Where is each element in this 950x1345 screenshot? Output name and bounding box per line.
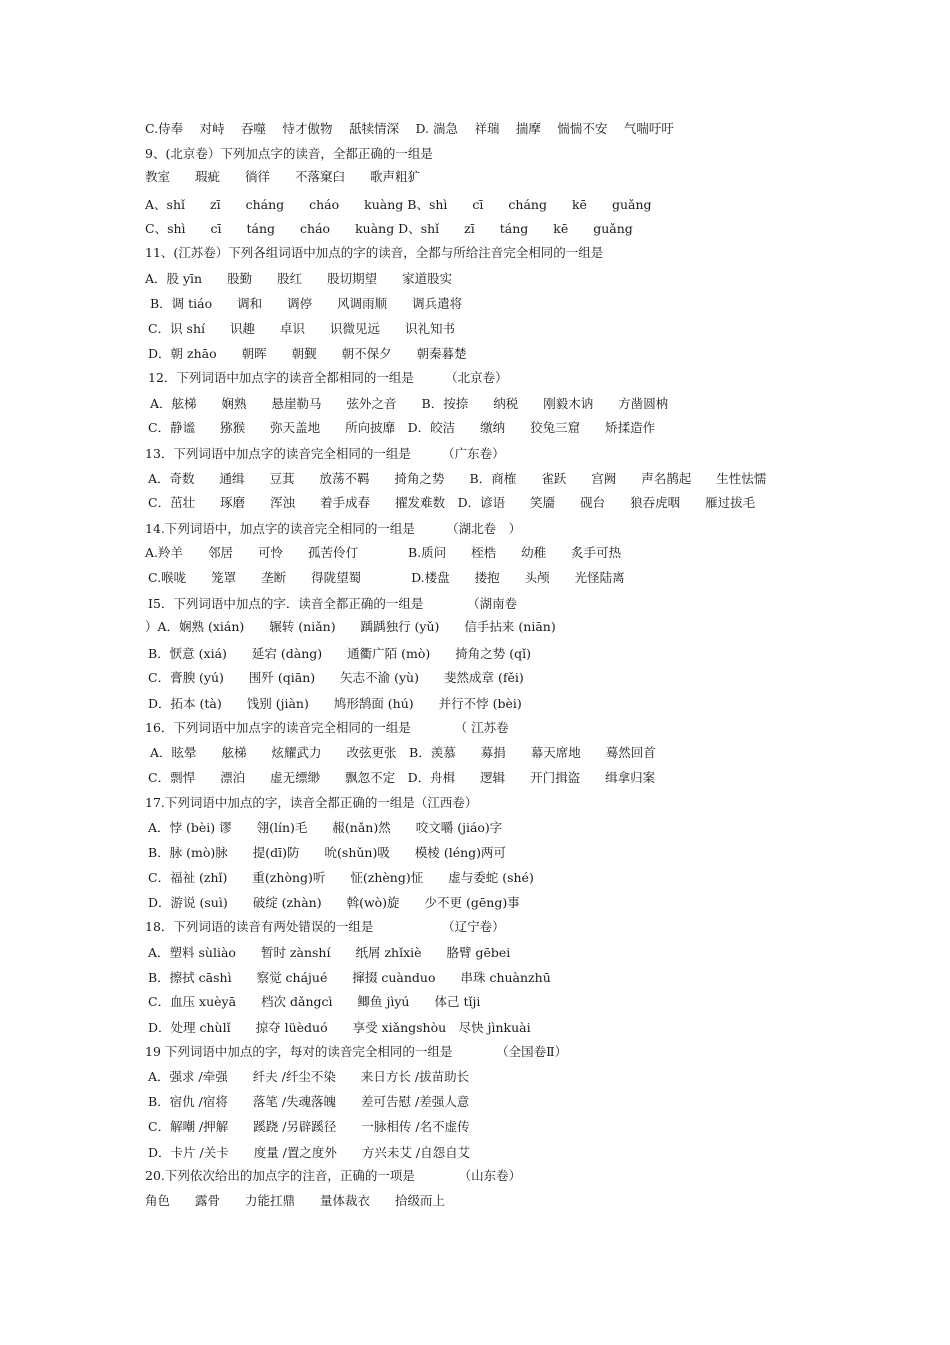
text-line: 20.下列依次给出的加点字的注音，正确的一项是 （山东卷） <box>145 1168 522 1183</box>
text-line: D．处理 chùlǐ 掠夺 lüèduó 享受 xiǎngshòu 尽快 jìnkuài <box>148 1020 531 1035</box>
text-line: C．茁壮 琢磨 浑浊 着手成春 擢发难数 D．谚语 笑靥 砚台 狼吞虎咽 雁过拔毛 <box>148 495 756 510</box>
text-line: B．调 tiáo 调和 调停 风调雨顺 调兵遣将 <box>150 296 463 311</box>
text-line: A．舷梯 娴熟 悬崖勒马 弦外之音 B．按捺 纳税 刚毅木讷 方凿圆枘 <box>150 396 669 411</box>
text-line: 14.下列词语中，加点字的读音完全相同的一组是 （湖北卷 ） <box>145 521 522 536</box>
text-line: C．识 shí 识趣 卓识 识微见远 识礼知书 <box>148 321 456 336</box>
text-line: 13．下列词语中加点字的读音完全相同的一组是 （广东卷） <box>145 446 505 461</box>
text-line: C．膏腴 (yú) 围歼 (qiān) 矢志不渝 (yù) 斐然成章 (fěi) <box>148 670 524 685</box>
text-line: 18．下列词语的读音有两处错误的一组是 （辽宁卷） <box>145 919 505 934</box>
text-line: B．脉 (mò)脉 提(dī)防 吮(shǔn)吸 模棱 (léng)两可 <box>148 845 507 860</box>
text-line: C.喉咙 笼罩 垄断 得陇望蜀 D.楼盘 搂抱 头颅 光怪陆离 <box>148 570 625 585</box>
text-line: A．塑料 sùliào 暂时 zànshí 纸屑 zhǐxiè 胳臂 gēbei <box>148 945 511 960</box>
text-line: C．血压 xuèyā 档次 dǎngcì 鲫鱼 jìyú 体己 tǐji <box>148 994 481 1009</box>
text-line: A.羚羊 邻居 可怜 孤苦伶仃 B.质问 桎梏 幼稚 炙手可热 <box>145 545 622 560</box>
text-line: D．拓本 (tà) 饯别 (jiàn) 鸠形鹄面 (hú) 并行不悖 (bèi) <box>148 696 522 711</box>
text-line: 11、(江苏卷）下列各组词语中加点的字的读音，全都与所给注音完全相同的一组是 <box>145 245 604 260</box>
text-line: 16．下列词语中加点字的读音完全相同的一组是 （ 江苏卷 <box>145 720 509 735</box>
text-line: 角色 露骨 力能扛鼎 量体裁衣 拾级而上 <box>145 1193 446 1208</box>
text-line: D．朝 zhāo 朝晖 朝觐 朝不保夕 朝秦暮楚 <box>148 346 467 361</box>
text-line: C.侍奉 对峙 吞噬 恃才傲物 舐犊情深 D. 湍急 祥瑞 揣摩 惴惴不安 气喘吁吁 <box>145 121 674 136</box>
text-line: 9、(北京卷）下列加点字的读音，全都正确的一组是 <box>145 146 433 161</box>
text-line: 教室 瑕疵 徜徉 不落窠臼 歌声粗犷 <box>145 169 421 184</box>
text-line: 12．下列词语中加点字的读音全都相同的一组是 （北京卷） <box>148 370 508 385</box>
text-line: B．擦拭 cāshì 察觉 chájué 撺掇 cuànduo 串珠 chuànzhū <box>148 970 551 985</box>
text-line: A、shǐ zī cháng cháo kuàng B、shì cī cháng kē guǎng <box>145 197 652 212</box>
text-line: D．游说 (suì) 破绽 (zhàn) 斡(wò)旋 少不更 (gēng)事 <box>148 895 520 910</box>
text-line: 19 下列词语中加点的字，每对的读音完全相同的一组是 （全国卷Ⅱ） <box>145 1044 568 1059</box>
text-line: A．悖 (bèi) 谬 翎(lín)毛 赧(nǎn)然 咬文嚼 (jiáo)字 <box>148 820 503 835</box>
text-line: C．解嘲 /押解 蹊跷 /另辟蹊径 一脉相传 /名不虚传 <box>148 1119 470 1134</box>
text-line: A．强求 /牵强 纤夫 /纤尘不染 来日方长 /拔苗助长 <box>148 1069 470 1084</box>
text-line: C、shì cī táng cháo kuàng D、shǐ zī táng kē guǎng <box>145 221 633 236</box>
text-line: I5．下列词语中加点的字．读音全都正确的一组是 （湖南卷 <box>148 596 518 611</box>
text-line: C．静谧 猕猴 弥天盖地 所向披靡 D．皎洁 缴纳 狡兔三窟 矫揉造作 <box>148 420 656 435</box>
text-line: A．股 yīn 股勤 股红 股切期望 家道股实 <box>145 271 453 286</box>
text-line: D．卡片 /关卡 度量 /置之度外 方兴未艾 /自怨自艾 <box>148 1145 471 1160</box>
text-line: C．福祉 (zhǐ) 重(zhòng)听 怔(zhèng)怔 虚与委蛇 (shé) <box>148 870 534 885</box>
text-line: A．奇数 通缉 豆萁 放荡不羁 掎角之势 B．商榷 雀跃 宫阙 声名鹊起 生性怯懦 <box>148 471 767 486</box>
text-line: B．宿仇 /宿将 落笔 /失魂落魄 差可告慰 /差强人意 <box>148 1094 470 1109</box>
text-line: A．眩晕 舷梯 炫耀武力 改弦更张 B．羡慕 募捐 幕天席地 蓦然回首 <box>150 745 656 760</box>
text-line: 17.下列词语中加点的字，读音全都正确的一组是（江西卷） <box>145 795 478 810</box>
text-line: ）A．娴熟 (xián) 辗转 (niǎn) 踽踽独行 (yǔ) 信手拈来 (niān) <box>145 619 556 634</box>
text-line: C．剽悍 漂泊 虚无缥缈 飘忽不定 D．舟楫 逻辑 开门揖盗 缉拿归案 <box>148 770 656 785</box>
text-line: B．恹意 (xiá) 延宕 (dàng) 通衢广陌 (mò) 掎角之势 (qǐ) <box>148 646 531 661</box>
